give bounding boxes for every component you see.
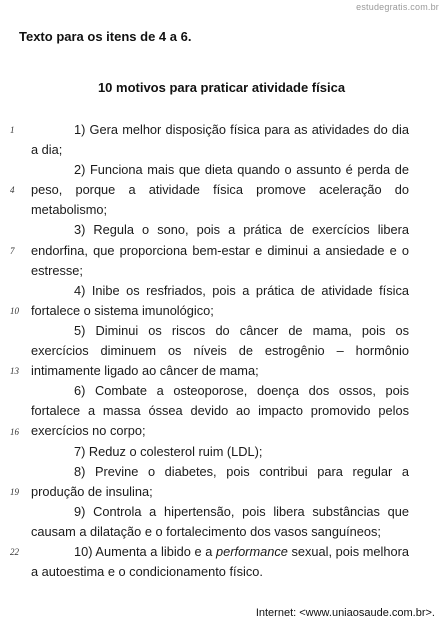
paragraph-text: 3) Regula o sono, pois a prática de exercícios libera endorfina, que proporciona bem-estar e diminui a ansiedade e o estresse;: [31, 222, 409, 278]
paragraph-10: [31, 542, 409, 582]
paragraph-text: sexual, pois melhora a autoestima e o condicionamento físico.: [31, 543, 409, 580]
source-citation: Internet: <www.uniaosaude.com.br>.: [255, 607, 435, 619]
line-number: 19: [10, 486, 19, 497]
paragraph-1: [31, 120, 409, 160]
paragraph-text: 4) Inibe os resfriados, pois a prática de atividade física fortalece o sistema imunológico;: [31, 282, 409, 318]
paragraph-text: 10) Aumenta a libido e a: [74, 543, 217, 559]
line-number: 10: [10, 305, 19, 316]
paragraph-text: 7) Reduz o colesterol ruim (LDL);: [74, 443, 263, 459]
paragraph-7: [31, 442, 409, 462]
italic-term: performance: [216, 543, 288, 559]
line-number: 13: [10, 366, 19, 377]
paragraph-text: 2) Funciona mais que dieta quando o assunto é perda de peso, porque a atividade física promove aceleração do metabolismo;: [31, 162, 409, 218]
paragraph-text: 1) Gera melhor disposição física para as atividades do dia a dia;: [31, 122, 409, 158]
paragraph-2: [31, 160, 409, 220]
text-body: [31, 120, 409, 582]
paragraph-text: 9) Controla a hipertensão, pois libera substâncias que causam a dilatação e o fortalecimento dos vasos sanguíneos;: [31, 503, 409, 539]
line-number: 1: [10, 125, 15, 135]
line-number: 7: [10, 245, 15, 256]
paragraph-text: 8) Previne o diabetes, pois contribui para regular a produção de insulina;: [31, 463, 409, 499]
paragraph-4: [31, 281, 409, 321]
line-number: 22: [10, 547, 19, 558]
section-intro: Texto para os itens de 4 a 6.: [19, 29, 192, 44]
paragraph-3: [31, 220, 409, 280]
site-watermark: estudegratis.com.br: [356, 2, 439, 12]
paragraph-text: 5) Diminui os riscos do câncer de mama, pois os exercícios diminuem os níveis de estrogênio – hormônio intimamente ligado ao câncer de mama;: [31, 322, 409, 379]
paragraph-8: [31, 462, 409, 502]
line-number: 16: [10, 426, 19, 437]
paragraph-5: [31, 321, 409, 381]
text-title: 10 motivos para praticar atividade física: [97, 80, 346, 95]
paragraph-6: [31, 381, 409, 441]
paragraph-9: [31, 502, 409, 542]
line-number: 4: [10, 185, 15, 196]
paragraph-text: 6) Combate a osteoporose, doença dos ossos, pois fortalece a massa óssea devido ao impacto promovido pelos exercícios no corpo;: [31, 383, 409, 439]
